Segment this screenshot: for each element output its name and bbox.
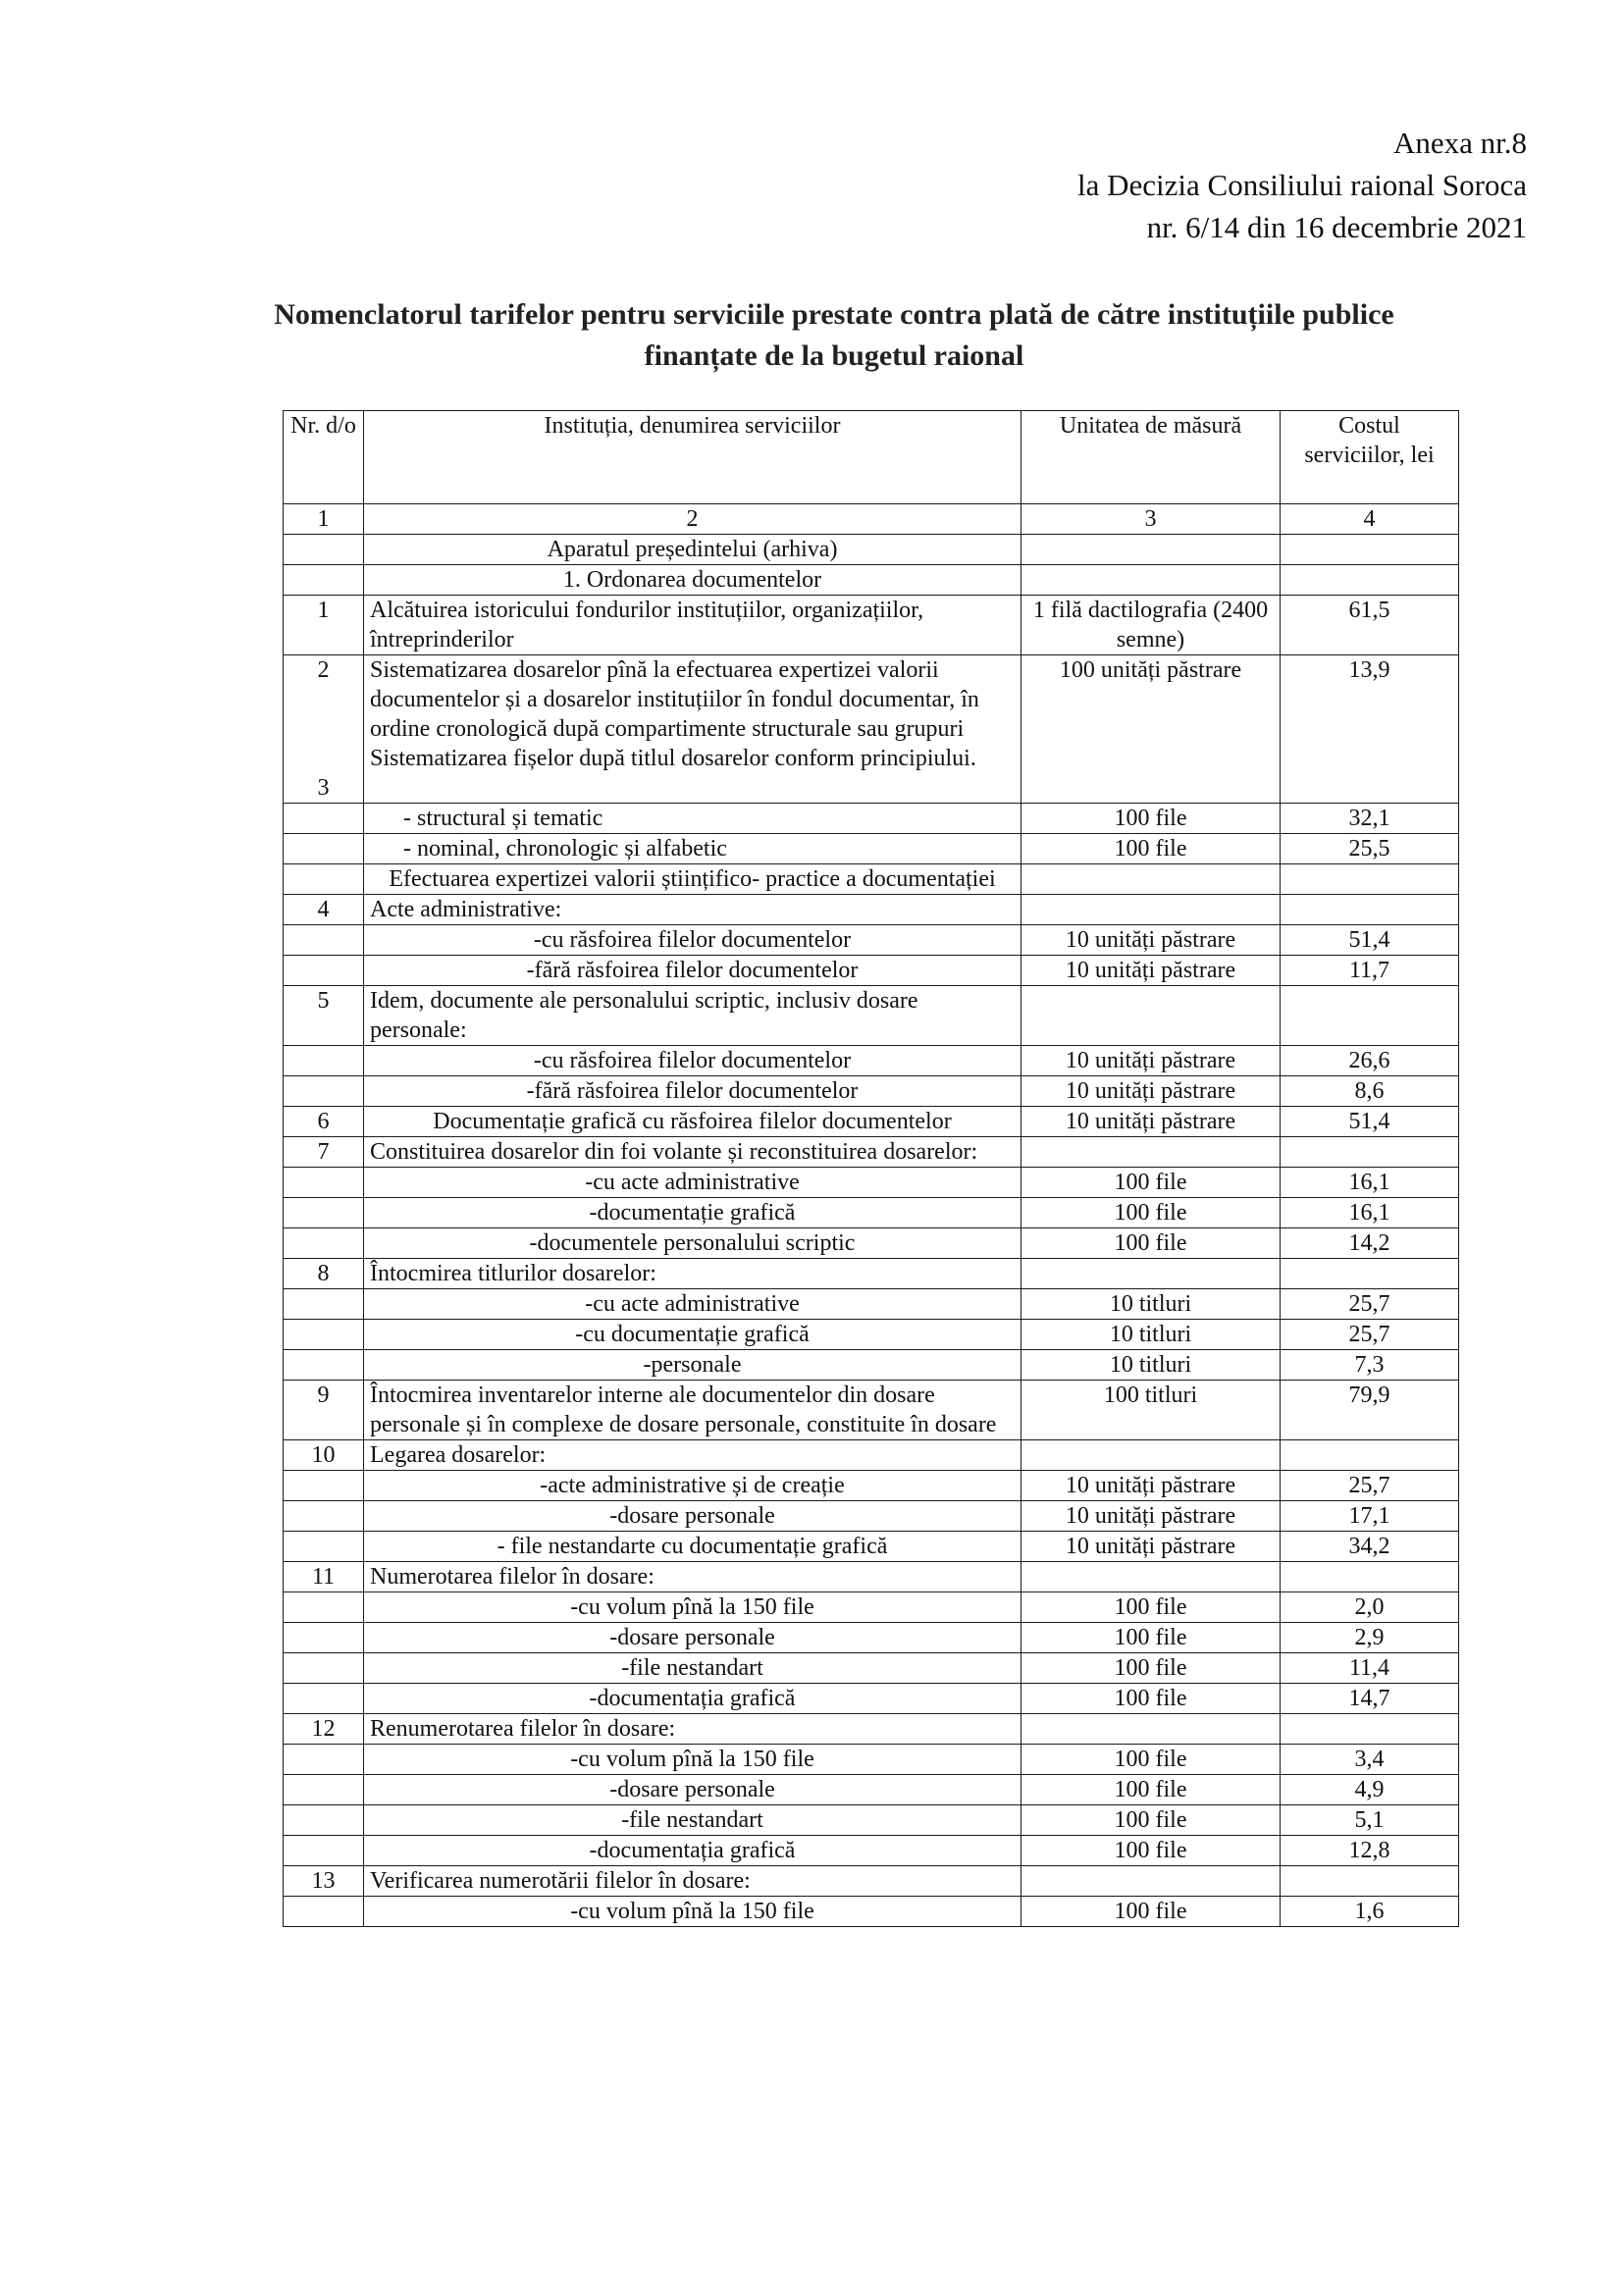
annex-number: Anexa nr.8 bbox=[1392, 126, 1527, 160]
unit-of-measure bbox=[1021, 1440, 1281, 1471]
service-cost: 25,7 bbox=[1281, 1289, 1459, 1320]
table-row bbox=[284, 1532, 1459, 1562]
row-number: 2 3 bbox=[284, 655, 364, 804]
row-number bbox=[284, 925, 364, 956]
service-name: -cu acte administrative bbox=[364, 1289, 1021, 1320]
service-cost bbox=[1281, 1714, 1459, 1745]
service-name: - file nestandarte cu documentație grafică bbox=[364, 1532, 1021, 1562]
table-row bbox=[284, 1714, 1459, 1745]
service-name: -cu acte administrative bbox=[364, 1168, 1021, 1198]
table-row bbox=[284, 1866, 1459, 1897]
unit-of-measure: 100 file bbox=[1021, 804, 1281, 834]
unit-of-measure bbox=[1021, 895, 1281, 925]
row-number bbox=[284, 1623, 364, 1653]
row-number bbox=[284, 1046, 364, 1076]
table-row bbox=[284, 1137, 1459, 1168]
table-row bbox=[284, 956, 1459, 986]
column-number-4: 4 bbox=[1281, 504, 1459, 535]
row-number bbox=[284, 1684, 364, 1714]
service-cost: 79,9 bbox=[1281, 1381, 1459, 1440]
row-number bbox=[284, 804, 364, 834]
service-cost: 32,1 bbox=[1281, 804, 1459, 834]
service-name: Renumerotarea filelor în dosare: bbox=[364, 1714, 1021, 1745]
table-row bbox=[284, 804, 1459, 834]
table-body bbox=[284, 535, 1459, 1927]
service-name: -cu răsfoirea filelor documentelor bbox=[364, 925, 1021, 956]
row-number: 9 bbox=[284, 1381, 364, 1440]
header-cost: Costul serviciilor, lei bbox=[1281, 411, 1459, 504]
service-cost: 25,7 bbox=[1281, 1471, 1459, 1501]
service-cost: 11,4 bbox=[1281, 1653, 1459, 1684]
row-number bbox=[284, 1350, 364, 1381]
table-row bbox=[284, 925, 1459, 956]
service-cost: 51,4 bbox=[1281, 1107, 1459, 1137]
table-row bbox=[284, 1501, 1459, 1532]
row-number bbox=[284, 1289, 364, 1320]
service-cost: 2,9 bbox=[1281, 1623, 1459, 1653]
service-name: -file nestandart bbox=[364, 1805, 1021, 1836]
table-row bbox=[284, 1076, 1459, 1107]
column-number-row bbox=[284, 504, 1459, 535]
unit-of-measure: 10 unități păstrare bbox=[1021, 956, 1281, 986]
table-row bbox=[284, 834, 1459, 864]
service-cost: 14,7 bbox=[1281, 1684, 1459, 1714]
unit-of-measure bbox=[1021, 1259, 1281, 1289]
unit-of-measure: 100 file bbox=[1021, 834, 1281, 864]
service-name: Alcătuirea istoricului fondurilor instituțiilor, organizațiilor, întreprinderilor bbox=[364, 596, 1021, 655]
unit-of-measure: 10 unități păstrare bbox=[1021, 1076, 1281, 1107]
unit-of-measure: 10 unități păstrare bbox=[1021, 925, 1281, 956]
service-cost: 51,4 bbox=[1281, 925, 1459, 956]
service-name: Întocmirea titlurilor dosarelor: bbox=[364, 1259, 1021, 1289]
table-row bbox=[284, 1440, 1459, 1471]
table-row bbox=[284, 1684, 1459, 1714]
table-row bbox=[284, 1623, 1459, 1653]
service-name: -cu volum pînă la 150 file bbox=[364, 1592, 1021, 1623]
annex-decision: la Decizia Consiliului raional Soroca bbox=[1077, 168, 1527, 202]
unit-of-measure: 100 file bbox=[1021, 1623, 1281, 1653]
service-cost bbox=[1281, 565, 1459, 596]
service-name: Sistematizarea dosarelor pînă la efectuarea expertizei valorii documentelor și a dosarelor instituțiilor în fondul documentar, în ordine cronologică după compartimente structurale sau grupuri Sistematizarea fișelor după titlul dosarelor conform principiului. bbox=[364, 655, 1021, 804]
header-name: Instituția, denumirea serviciilor bbox=[364, 411, 1021, 504]
row-number bbox=[284, 1076, 364, 1107]
row-number bbox=[284, 1501, 364, 1532]
service-name: -documentație grafică bbox=[364, 1198, 1021, 1228]
service-name: -cu documentație grafică bbox=[364, 1320, 1021, 1350]
unit-of-measure: 10 titluri bbox=[1021, 1289, 1281, 1320]
service-cost bbox=[1281, 1259, 1459, 1289]
service-cost: 7,3 bbox=[1281, 1350, 1459, 1381]
service-name: -cu răsfoirea filelor documentelor bbox=[364, 1046, 1021, 1076]
unit-of-measure: 100 file bbox=[1021, 1745, 1281, 1775]
service-cost bbox=[1281, 986, 1459, 1046]
row-number: 10 bbox=[284, 1440, 364, 1471]
service-cost bbox=[1281, 1440, 1459, 1471]
unit-of-measure: 100 file bbox=[1021, 1836, 1281, 1866]
row-number bbox=[284, 1228, 364, 1259]
column-number-1: 1 bbox=[284, 504, 364, 535]
service-name: - structural și tematic bbox=[364, 804, 1021, 834]
service-cost bbox=[1281, 1866, 1459, 1897]
service-cost: 61,5 bbox=[1281, 596, 1459, 655]
service-cost: 5,1 bbox=[1281, 1805, 1459, 1836]
service-name: 1. Ordonarea documentelor bbox=[364, 565, 1021, 596]
service-cost bbox=[1281, 895, 1459, 925]
row-number bbox=[284, 535, 364, 565]
unit-of-measure: 10 unități păstrare bbox=[1021, 1046, 1281, 1076]
table-row bbox=[284, 1381, 1459, 1440]
service-name: - nominal, chronologic și alfabetic bbox=[364, 834, 1021, 864]
table-row bbox=[284, 1471, 1459, 1501]
unit-of-measure: 100 file bbox=[1021, 1684, 1281, 1714]
unit-of-measure bbox=[1021, 535, 1281, 565]
table-row bbox=[284, 986, 1459, 1046]
row-number bbox=[284, 565, 364, 596]
table-row bbox=[284, 1046, 1459, 1076]
unit-of-measure: 100 unități păstrare bbox=[1021, 655, 1281, 804]
service-cost: 4,9 bbox=[1281, 1775, 1459, 1805]
service-name: Documentație grafică cu răsfoirea filelor documentelor bbox=[364, 1107, 1021, 1137]
service-name: -acte administrative și de creație bbox=[364, 1471, 1021, 1501]
unit-of-measure: 100 file bbox=[1021, 1592, 1281, 1623]
row-number: 1 bbox=[284, 596, 364, 655]
column-number-2: 2 bbox=[364, 504, 1021, 535]
table-row bbox=[284, 1289, 1459, 1320]
service-cost: 16,1 bbox=[1281, 1168, 1459, 1198]
unit-of-measure: 100 file bbox=[1021, 1805, 1281, 1836]
column-number-3: 3 bbox=[1021, 504, 1281, 535]
table-row bbox=[284, 1228, 1459, 1259]
service-cost: 2,0 bbox=[1281, 1592, 1459, 1623]
row-number bbox=[284, 1471, 364, 1501]
service-cost bbox=[1281, 864, 1459, 895]
service-cost bbox=[1281, 1562, 1459, 1592]
unit-of-measure bbox=[1021, 565, 1281, 596]
unit-of-measure bbox=[1021, 1137, 1281, 1168]
service-cost: 16,1 bbox=[1281, 1198, 1459, 1228]
service-name: Acte administrative: bbox=[364, 895, 1021, 925]
service-name: -file nestandart bbox=[364, 1653, 1021, 1684]
unit-of-measure: 100 file bbox=[1021, 1228, 1281, 1259]
document-title-line-2: finanțate de la bugetul raional bbox=[644, 339, 1024, 372]
service-cost: 8,6 bbox=[1281, 1076, 1459, 1107]
row-number: 13 bbox=[284, 1866, 364, 1897]
unit-of-measure: 100 file bbox=[1021, 1897, 1281, 1927]
row-number: 4 bbox=[284, 895, 364, 925]
unit-of-measure bbox=[1021, 1714, 1281, 1745]
service-cost: 14,2 bbox=[1281, 1228, 1459, 1259]
service-cost: 3,4 bbox=[1281, 1745, 1459, 1775]
row-number: 11 bbox=[284, 1562, 364, 1592]
table-header-row bbox=[284, 411, 1459, 504]
table-row bbox=[284, 1653, 1459, 1684]
table-row bbox=[284, 1745, 1459, 1775]
row-number bbox=[284, 1532, 364, 1562]
unit-of-measure: 10 unități păstrare bbox=[1021, 1532, 1281, 1562]
unit-of-measure: 10 unități păstrare bbox=[1021, 1471, 1281, 1501]
service-name: -dosare personale bbox=[364, 1775, 1021, 1805]
row-number bbox=[284, 1836, 364, 1866]
row-number bbox=[284, 1320, 364, 1350]
unit-of-measure: 100 titluri bbox=[1021, 1381, 1281, 1440]
row-number: 5 bbox=[284, 986, 364, 1046]
row-number: 8 bbox=[284, 1259, 364, 1289]
unit-of-measure bbox=[1021, 986, 1281, 1046]
service-name: Numerotarea filelor în dosare: bbox=[364, 1562, 1021, 1592]
unit-of-measure: 10 unități păstrare bbox=[1021, 1107, 1281, 1137]
service-cost bbox=[1281, 535, 1459, 565]
row-number: 7 bbox=[284, 1137, 364, 1168]
header-unit: Unitatea de măsură bbox=[1021, 411, 1281, 504]
unit-of-measure bbox=[1021, 864, 1281, 895]
row-number bbox=[284, 1775, 364, 1805]
unit-of-measure bbox=[1021, 1562, 1281, 1592]
service-name: -dosare personale bbox=[364, 1501, 1021, 1532]
service-cost: 25,5 bbox=[1281, 834, 1459, 864]
service-name: Întocmirea inventarelor interne ale documentelor din dosare personale și în complexe de dosare personale, constituite în dosare bbox=[364, 1381, 1021, 1440]
table-row bbox=[284, 1168, 1459, 1198]
unit-of-measure: 100 file bbox=[1021, 1653, 1281, 1684]
table-row bbox=[284, 565, 1459, 596]
table-row bbox=[284, 535, 1459, 565]
service-cost: 17,1 bbox=[1281, 1501, 1459, 1532]
table-row bbox=[284, 1320, 1459, 1350]
table-row bbox=[284, 1836, 1459, 1866]
service-name: -documentația grafică bbox=[364, 1684, 1021, 1714]
row-number: 6 bbox=[284, 1107, 364, 1137]
document-title bbox=[206, 294, 1462, 377]
table-row bbox=[284, 1259, 1459, 1289]
table-row bbox=[284, 1592, 1459, 1623]
table-row bbox=[284, 1897, 1459, 1927]
service-cost: 12,8 bbox=[1281, 1836, 1459, 1866]
row-number bbox=[284, 1653, 364, 1684]
service-name: -cu volum pînă la 150 file bbox=[364, 1897, 1021, 1927]
document-title-line-1: Nomenclatorul tarifelor pentru serviciile prestate contra plată de către instituțiile publice bbox=[274, 298, 1394, 331]
service-name: -documentația grafică bbox=[364, 1836, 1021, 1866]
service-name: Aparatul președintelui (arhiva) bbox=[364, 535, 1021, 565]
table-row bbox=[284, 895, 1459, 925]
unit-of-measure: 1 filă dactilografia (2400 semne) bbox=[1021, 596, 1281, 655]
service-name: -documentele personalului scriptic bbox=[364, 1228, 1021, 1259]
row-number bbox=[284, 864, 364, 895]
service-name: Verificarea numerotării filelor în dosare: bbox=[364, 1866, 1021, 1897]
table-row bbox=[284, 1562, 1459, 1592]
row-number bbox=[284, 1897, 364, 1927]
service-name: -personale bbox=[364, 1350, 1021, 1381]
unit-of-measure: 10 titluri bbox=[1021, 1320, 1281, 1350]
table-row bbox=[284, 655, 1459, 804]
table-row bbox=[284, 596, 1459, 655]
unit-of-measure: 10 titluri bbox=[1021, 1350, 1281, 1381]
row-number bbox=[284, 1168, 364, 1198]
row-number bbox=[284, 1745, 364, 1775]
table-row bbox=[284, 1775, 1459, 1805]
header-nr: Nr. d/o bbox=[284, 411, 364, 504]
row-number bbox=[284, 1805, 364, 1836]
service-name: -fără răsfoirea filelor documentelor bbox=[364, 1076, 1021, 1107]
annex-header bbox=[1077, 122, 1527, 248]
unit-of-measure: 10 unități păstrare bbox=[1021, 1501, 1281, 1532]
unit-of-measure: 100 file bbox=[1021, 1198, 1281, 1228]
service-name: Efectuarea expertizei valorii științifico- practice a documentației bbox=[364, 864, 1021, 895]
row-number: 12 bbox=[284, 1714, 364, 1745]
unit-of-measure: 100 file bbox=[1021, 1168, 1281, 1198]
service-name: Legarea dosarelor: bbox=[364, 1440, 1021, 1471]
unit-of-measure: 100 file bbox=[1021, 1775, 1281, 1805]
service-cost: 1,6 bbox=[1281, 1897, 1459, 1927]
service-cost: 26,6 bbox=[1281, 1046, 1459, 1076]
row-number bbox=[284, 956, 364, 986]
service-name: Idem, documente ale personalului scriptic, inclusiv dosare personale: bbox=[364, 986, 1021, 1046]
service-name: -fără răsfoirea filelor documentelor bbox=[364, 956, 1021, 986]
service-cost bbox=[1281, 1137, 1459, 1168]
service-name: -cu volum pînă la 150 file bbox=[364, 1745, 1021, 1775]
table-row bbox=[284, 1350, 1459, 1381]
row-number bbox=[284, 834, 364, 864]
table-row bbox=[284, 1805, 1459, 1836]
service-cost: 34,2 bbox=[1281, 1532, 1459, 1562]
annex-decision-number-date: nr. 6/14 din 16 decembrie 2021 bbox=[1146, 210, 1527, 244]
service-cost: 11,7 bbox=[1281, 956, 1459, 986]
table-row bbox=[284, 864, 1459, 895]
table-row bbox=[284, 1198, 1459, 1228]
service-name: Constituirea dosarelor din foi volante și reconstituirea dosarelor: bbox=[364, 1137, 1021, 1168]
service-name: -dosare personale bbox=[364, 1623, 1021, 1653]
service-cost: 13,9 bbox=[1281, 655, 1459, 804]
table-row bbox=[284, 1107, 1459, 1137]
service-cost: 25,7 bbox=[1281, 1320, 1459, 1350]
row-number bbox=[284, 1592, 364, 1623]
unit-of-measure bbox=[1021, 1866, 1281, 1897]
row-number bbox=[284, 1198, 364, 1228]
tariffs-table bbox=[283, 410, 1459, 1927]
